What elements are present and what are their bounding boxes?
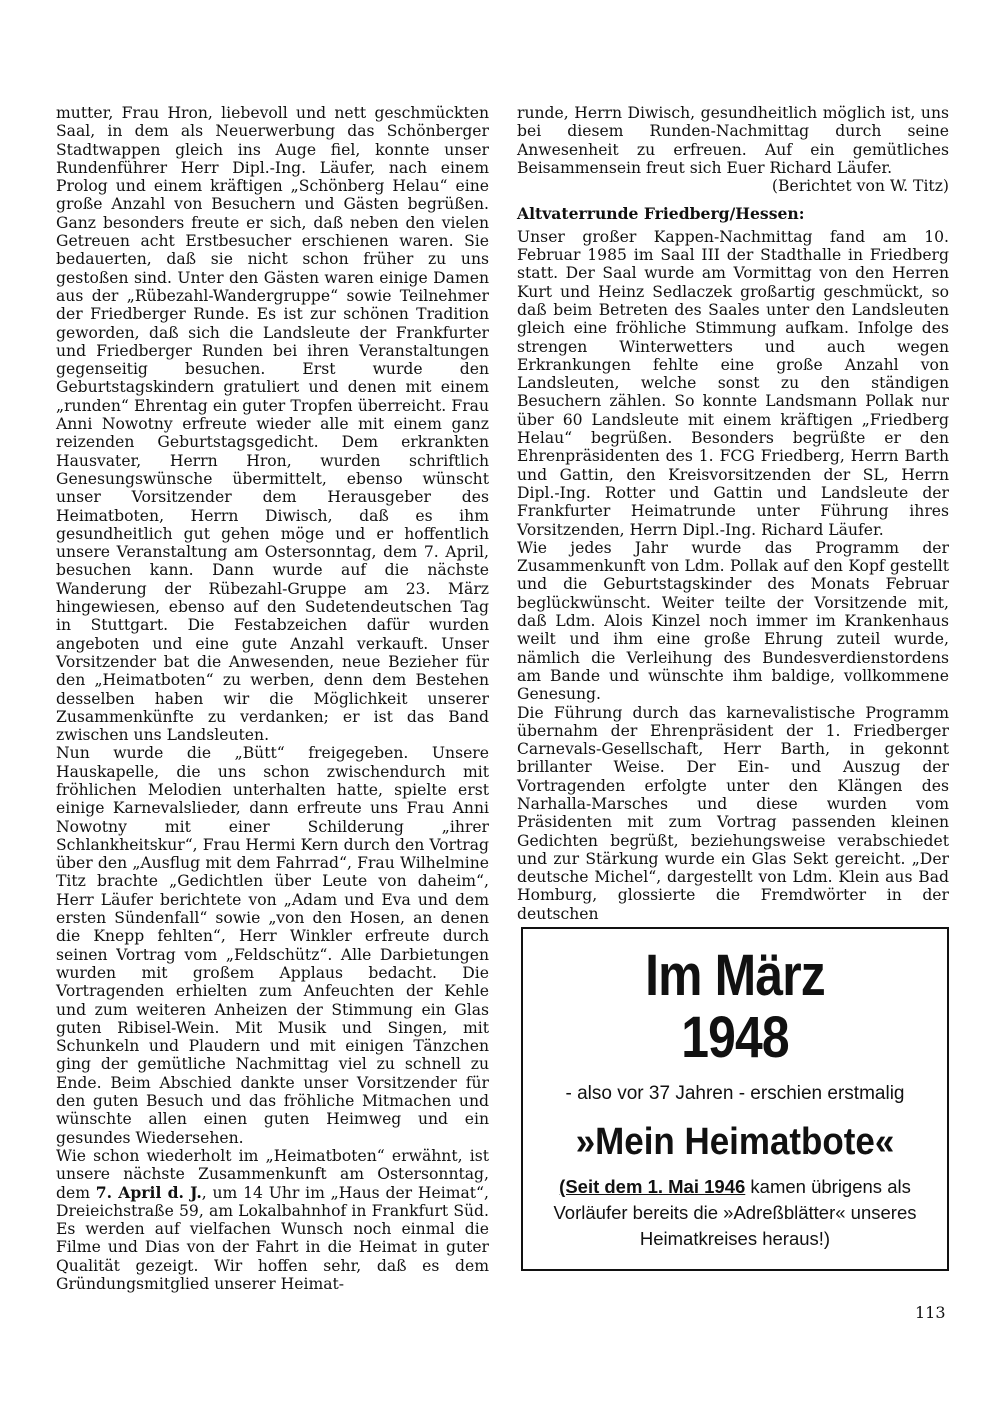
advertisement-box xyxy=(521,927,949,1271)
ad-note xyxy=(523,1174,947,1252)
article-paragraph: Wie jedes Jahr wurde das Programm der Zusammenkunft von Ldm. Pollak auf den Kopf gestellt und die Geburtstagskinder des Monats Februar beglückwünscht. Weiter teilte der Vorsitzende mit, daß Ldm. Alois Kinzel noch immer im Krankenhaus weilt und ihm eine große Ehrung zuteil wurde, nämlich die Verleihung des Bundesverdienstordens am Bande und wünschte ihm baldige, vollkommene Genesung. xyxy=(517,538,949,704)
section-heading: Altvaterrunde Friedberg/Hessen: xyxy=(517,204,805,224)
ad-note-underlined: (Seit dem 1. Mai 1946 xyxy=(559,1176,746,1197)
report-credit: (Berichtet von W. Titz) xyxy=(771,177,949,196)
article-paragraph: Nun wurde die „Bütt“ freigegeben. Unsere Hauskapelle, die uns schon zwischendurch mit fröhlichen Melodien unterhalten hatte, spielte erst einige Karnevalslieder, dann erfreute uns Frau Anni Nowotny mit einer Schilderung „ihrer Schlankheitskur“, Frau Hermi Kern durch den Vortrag über den „Ausflug mit dem Fahrrad“, Frau Wilhelmine Titz brachte „Gedichtlen über Leute von daheim“, Herr Läufer berichtete von „Adam und Eva und dem ersten Sündenfall“ sowie „von den Hosen, an denen die Knepp fehlten“, Herr Winkler erfreute durch seinen Vortrag vom „Feldschütz“. Alle Darbietungen wurden mit großem Applaus bedacht. Die Vortragenden erhielten zum Anfeuchten der Kehle und zum weiteren Anheizen der Stimmung ein Glas guten Ribisel-Wein. Mit Musik und Singen, mit Schunkeln und Plaudern und mit einigen Tänzchen ging der gemütliche Nachmittag viel zu schnell zu Ende. Beim Abschied dankte unser Vorsitzender für den guten Besuch und das fröhliche Mitmachen und wünschte allen einen guten Heimweg und ein gesundes Wiedersehen. xyxy=(56,744,489,1147)
ad-headline-month: Im März xyxy=(645,943,825,1008)
paragraph-text: Wie schon wiederholt im „Heimatboten“ erwähnt, ist unsere nächste Zusammenkunft am Ostersonntag, dem xyxy=(56,1146,489,1202)
article-paragraph: Unser großer Kappen-Nachmittag fand am 10. Februar 1985 im Saal III der Stadthalle in Friedberg statt. Der Saal wurde am Vormittag von den Herren Kurt und Heinz Sedlaczek großartig geschmückt, so daß beim Betreten des Saales unter den Landsleuten gleich eine fröhliche Stimmung aufkam. Infolge des strengen Winterwetters und auch wegen Erkrankungen fehlte eine große Anzahl von Landsleuten, welche sonst zu den ständigen Besuchern zählen. So konnte Landsmann Pollak nur über 60 Landsleute mit einem kräftigen „Friedberg Helau“ begrüßen. Besonders begrüßte er den Ehrenpräsidenten des 1. FCG Friedberg, Herrn Barth und Gattin, den Kreisvorsitzenden der SL, Herrn Dipl.-Ing. Rotter und Gattin und Landsleute der Frankfurter Heimatrunde unter Führung ihres Vorsitzenden, Herrn Dipl.-Ing. Richard Läufer. xyxy=(517,227,949,539)
right-column xyxy=(517,104,949,923)
ad-note-text: kamen übrigens als Vorläufer bereits die »Adreßblätter« unseres Heimatkreises heraus!) xyxy=(553,1176,917,1249)
article-paragraph: Die Führung durch das karnevalistische Programm übernahm der Ehrenpräsident der 1. Friedberger Carnevals-Gesellschaft, Herr Barth, in gekonnt brillanter Weise. Der Ein- und Auszug der Vortragenden erfolgte unter den Klängen des Narhalla-Marsches und diese wurden vom Präsidenten mit zum Vortrag passenden kleinen Gedichten begrüßt, beziehungsweise verabschiedet und zur Stärkung wurde ein Glas Sekt gereicht. „Der deutsche Michel“, dargestellt von Ldm. Klein aus Bad Homburg, glossierte die Fremdwörter in der deutschen xyxy=(517,703,949,923)
paragraph-text: , um 14 Uhr im „Haus der Heimat“, Dreieichstraße 59, am Lokalbahnhof in Frankfurt Süd. Es werden auf vielfachen Wunsch noch einmal die Filme und Dias von der Fahrt in die Heimat in guter Qualität gezeigt. Wir hoffen sehr, daß es dem Gründungsmitglied unserer Heimat- xyxy=(56,1183,489,1293)
article-paragraph: mutter, Frau Hron, liebevoll und nett geschmückten Saal, in dem als Neuerwerbung das Schönberger Stadtwappen gleich ins Auge fiel, konnte unser Rundenführer Herr Dipl.-Ing. Läufer, nach einem Prolog und einem kräftigen „Schönberg Helau“ eine große Anzahl von Besuchern und Gästen begrüßen. Ganz besonders freute er sich, daß neben den vielen Getreuen acht Erstbesucher erschienen waren. Sie bedauerten, daß sie nicht schon früher zu uns gestoßen sind. Unter den Gästen waren einige Damen aus der „Rübezahl-Wandergruppe“ sowie Teilnehmer der Friedberger Runde. Es ist zur schönen Tradition geworden, daß sich die Landsleute der Frankfurter und Friedberger Runden bei ihren Veranstaltungen gegenseitig besuchen. Erst wurde den Geburtstagskindern gratuliert und denen mit einem „runden“ Ehrentag ein guter Tropfen überreicht. Frau Anni Nowotny erfreute wieder alle mit einem ganz reizenden Geburtstagsgedicht. Dem erkrankten Hausvater, Herrn Hron, wurden schriftlich Genesungswünsche übermittelt, ebenso wünscht unser Vorsitzender dem Herausgeber des Heimatboten, Herrn Diwisch, daß es ihm gesundheitlich gut gehen möge und er hoffentlich unsere Veranstaltung am Ostersonntag, dem 7. April, besuchen kann. Dann wurde auf die nächste Wanderung der Rübezahl-Gruppe am 23. März hingewiesen, ebenso auf den Sudetendeutschen Tag in Stuttgart. Die Festabzeichen dafür wurden angeboten und eine gute Anzahl verkauft. Unser Vorsitzender bat die Anwesenden, neue Bezieher für den „Heimatboten“ zu werben, denn dem Bestehen desselben haben wir die Möglichkeit unserer Zusammenkünfte zu verdanken; er ist das Band zwischen uns Landsleuten. xyxy=(56,104,489,745)
left-column xyxy=(56,104,489,1293)
article-paragraph: runde, Herrn Diwisch, gesundheitlich möglich ist, uns bei diesem Runden-Nachmittag durch seine Anwesenheit zu erfreuen. Auf ein gemütliches Beisammensein freut sich Euer Richard Läufer. xyxy=(517,104,949,177)
ad-headline-year: 1948 xyxy=(681,1005,789,1070)
ad-subline: - also vor 37 Jahren - erschien erstmalig xyxy=(565,1083,905,1104)
event-date: 7. April d. J. xyxy=(95,1182,202,1202)
ad-title: »Mein Heimatbote« xyxy=(575,1121,895,1163)
page-number: 113 xyxy=(915,1303,946,1322)
article-paragraph xyxy=(56,1147,489,1293)
